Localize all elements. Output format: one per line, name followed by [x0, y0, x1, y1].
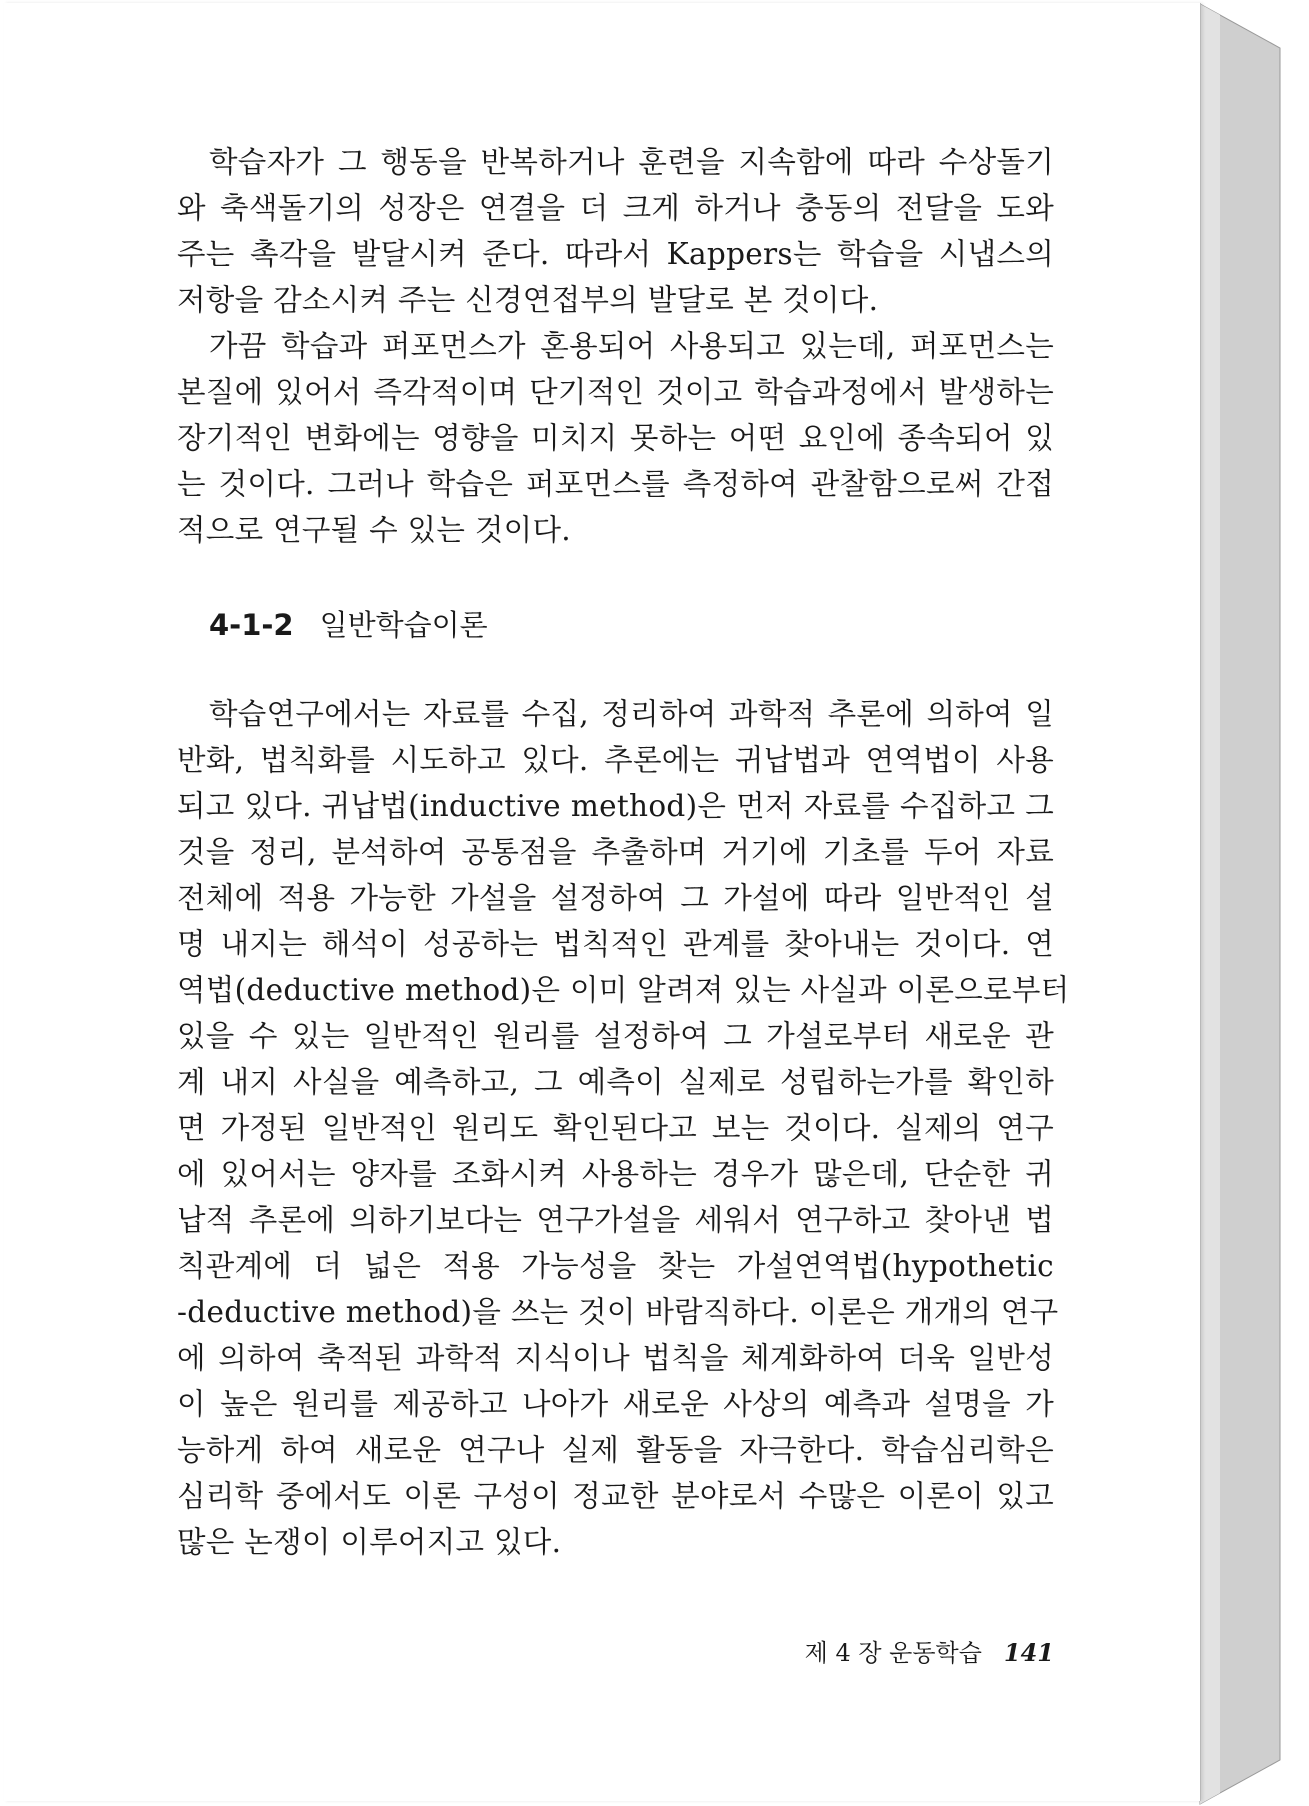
section-heading [209, 603, 488, 647]
text-line: 전체에 적용 가능한 가설을 설정하여 그 가설에 따라 일반적인 설 [177, 881, 1054, 915]
text-line: 있을 수 있는 일반적인 원리를 설정하여 그 가설로부터 새로운 관 [177, 1019, 1054, 1053]
section-number: 4-1-2 [209, 608, 294, 642]
text-line: 이 높은 원리를 제공하고 나아가 새로운 사상의 예측과 설명을 가 [177, 1387, 1054, 1421]
text-line: 심리학 중에서도 이론 구성이 정교한 분야로서 수많은 이론이 있고 [177, 1479, 1054, 1513]
text-line: 와 축색돌기의 성장은 연결을 더 크게 하거나 충동의 전달을 도와 [177, 191, 1054, 225]
paragraph-1 [177, 139, 1054, 323]
page-number: 141 [1003, 1638, 1054, 1667]
text-line: 저항을 감소시켜 주는 신경연접부의 발달로 본 것이다. [177, 283, 879, 317]
paragraph-2 [177, 323, 1054, 553]
text-line: 는 것이다. 그러나 학습은 퍼포먼스를 측정하여 관찰함으로써 간접 [177, 467, 1054, 501]
text-line: 가끔 학습과 퍼포먼스가 혼용되어 사용되고 있는데, 퍼포먼스는 [209, 329, 1054, 363]
text-line: 역법(deductive method)은 이미 알려져 있는 사실과 이론으로부터 [177, 973, 1070, 1007]
text-line: 반화, 법칙화를 시도하고 있다. 추론에는 귀납법과 연역법이 사용 [177, 743, 1054, 777]
text-line: 많은 논쟁이 이루어지고 있다. [177, 1525, 562, 1559]
text-line: 본질에 있어서 즉각적이며 단기적인 것이고 학습과정에서 발생하는 [177, 375, 1054, 409]
text-line: 학습연구에서는 자료를 수집, 정리하여 과학적 추론에 의하여 일 [209, 697, 1054, 731]
text-line: 계 내지 사실을 예측하고, 그 예측이 실제로 성립하는가를 확인하 [177, 1065, 1054, 1099]
chapter-label: 제 4 장 운동학습 [804, 1639, 982, 1667]
text-line: 에 의하여 축적된 과학적 지식이나 법칙을 체계화하여 더욱 일반성 [177, 1341, 1054, 1375]
text-line: 칙관계에 더 넓은 적용 가능성을 찾는 가설연역법(hypothetic [177, 1249, 1054, 1283]
text-line: 납적 추론에 의하기보다는 연구가설을 세워서 연구하고 찾아낸 법 [177, 1203, 1054, 1237]
paragraph-3 [177, 691, 1070, 1565]
text-line: -deductive method)을 쓰는 것이 바람직하다. 이론은 개개의 연구 [177, 1295, 1059, 1329]
page-footer [744, 1633, 1054, 1673]
text-line: 에 있어서는 양자를 조화시켜 사용하는 경우가 많은데, 단순한 귀 [177, 1157, 1054, 1191]
text-line: 주는 촉각을 발달시켜 준다. 따라서 Kappers는 학습을 시냅스의 [177, 237, 1054, 271]
text-line: 적으로 연구될 수 있는 것이다. [177, 513, 571, 547]
section-title: 일반학습이론 [319, 608, 488, 642]
text-line: 되고 있다. 귀납법(inductive method)은 먼저 자료를 수집하고 그 [177, 789, 1054, 823]
text-line: 것을 정리, 분석하여 공통점을 추출하며 거기에 기초를 두어 자료 [177, 835, 1054, 869]
text-line: 명 내지는 해석이 성공하는 법칙적인 관계를 찾아내는 것이다. 연 [177, 927, 1054, 961]
text-line: 면 가정된 일반적인 원리도 확인된다고 보는 것이다. 실제의 연구 [177, 1111, 1054, 1145]
book-page [4, 3, 1201, 1801]
text-line: 능하게 하여 새로운 연구나 실제 활동을 자극한다. 학습심리학은 [177, 1433, 1054, 1467]
text-line: 학습자가 그 행동을 반복하거나 훈련을 지속함에 따라 수상돌기 [209, 145, 1054, 179]
text-line: 장기적인 변화에는 영향을 미치지 못하는 어떤 요인에 종속되어 있 [177, 421, 1054, 455]
